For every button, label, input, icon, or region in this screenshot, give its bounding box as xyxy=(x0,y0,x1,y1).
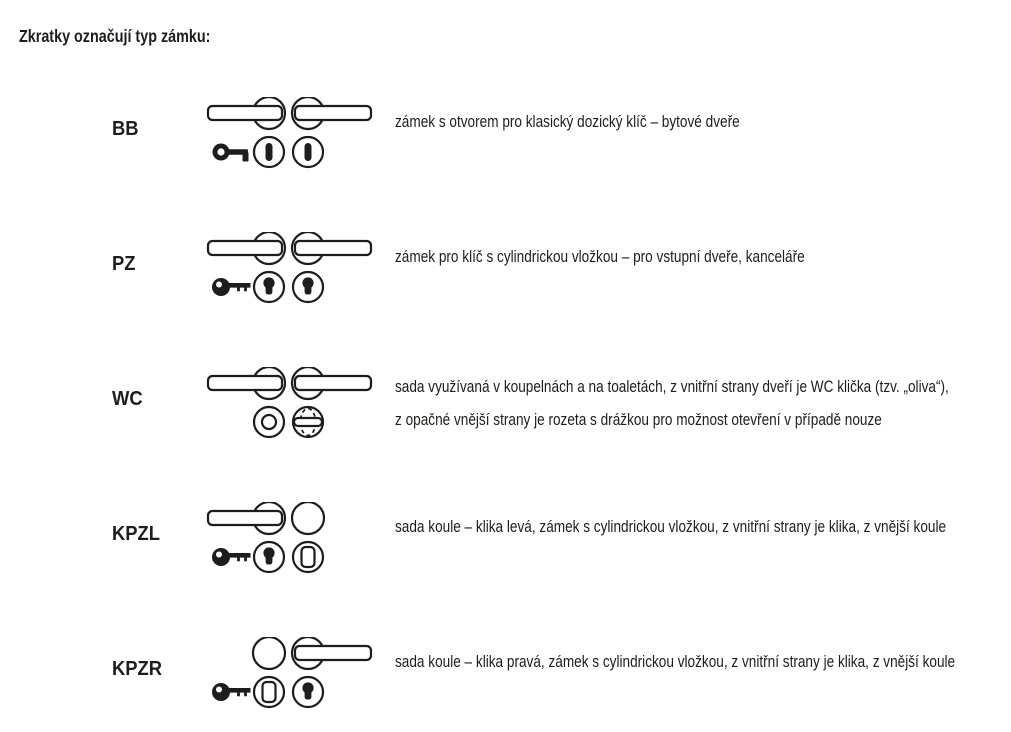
lock-type-row-bb xyxy=(0,97,1011,169)
lock-code-label: WC xyxy=(112,388,143,410)
lock-hardware-icons xyxy=(205,232,373,304)
lock-description xyxy=(395,111,826,132)
lock-hardware-icons xyxy=(205,502,373,574)
lock-code-label: KPZL xyxy=(112,523,161,545)
lock-code-label: KPZR xyxy=(112,658,163,680)
lock-description xyxy=(395,370,1011,436)
lock-hardware-icons xyxy=(205,367,373,439)
lock-type-row-pz xyxy=(0,232,1011,304)
description-line: sada koule – klika pravá, zámek s cylindrickou vložkou, z vnitřní strany je klika, z vnější koule xyxy=(395,652,956,671)
description-line: zámek pro klíč s cylindrickou vložkou – pro vstupní dveře, kanceláře xyxy=(395,247,805,266)
lock-description xyxy=(395,651,1011,672)
lock-code-label: BB xyxy=(112,118,139,140)
description-line: zámek s otvorem pro klasický dozický klíč – bytové dveře xyxy=(395,112,740,131)
lock-type-row-kpzr xyxy=(0,637,1011,709)
lock-description xyxy=(395,246,907,267)
page-title: Zkratky označují typ zámku: xyxy=(19,26,211,46)
lock-description xyxy=(395,516,1011,537)
description-line: z opačné vnější strany je rozeta s drážkou pro možnost otevření v případě nouze xyxy=(395,410,882,429)
lock-type-row-kpzl xyxy=(0,502,1011,574)
lock-code-label: PZ xyxy=(112,253,136,275)
description-line: sada využívaná v koupelnách a na toaletách, z vnitřní strany dveří je WC klička (tzv. „oliva“), xyxy=(395,377,949,396)
lock-hardware-icons xyxy=(205,97,373,169)
lock-hardware-icons xyxy=(205,637,373,709)
lock-type-row-wc xyxy=(0,367,1011,439)
description-line: sada koule – klika levá, zámek s cylindrickou vložkou, z vnitřní strany je klika, z vnější koule xyxy=(395,517,947,536)
